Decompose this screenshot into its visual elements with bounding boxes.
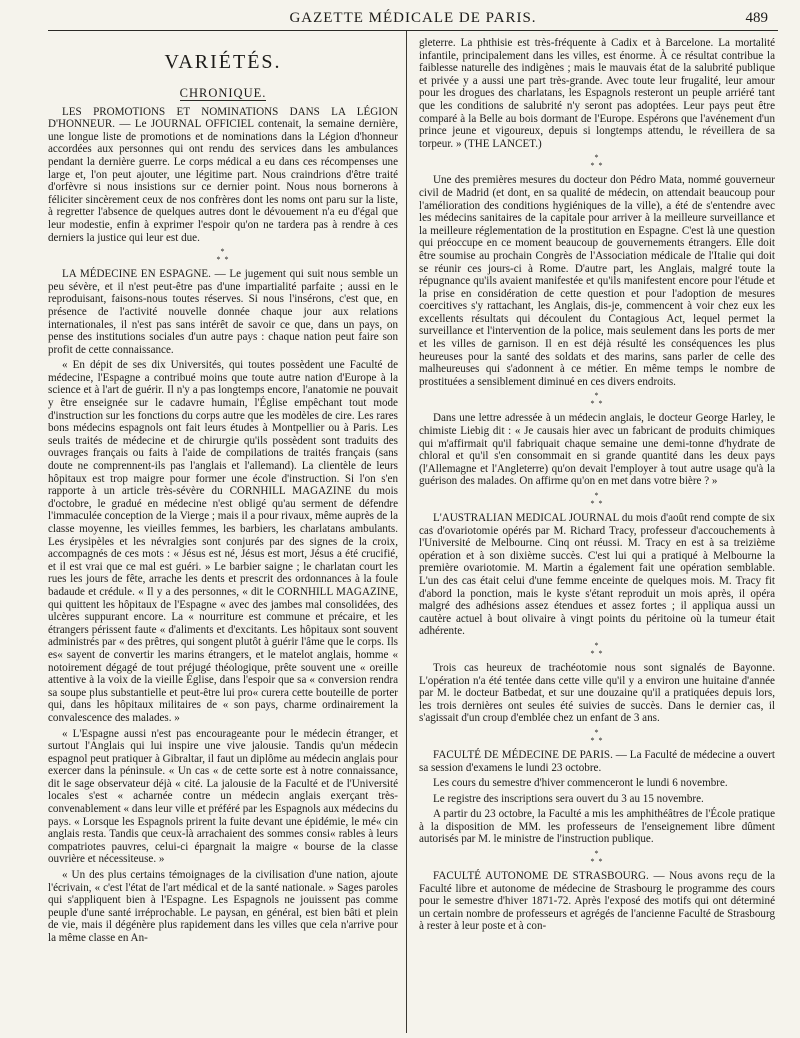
asterism-separator: * * * [216, 247, 230, 265]
section-title: VARIÉTÉS. [164, 51, 282, 73]
article-faculte-paris-amphitheatres: A partir du 23 octobre, la Faculté a mis les amphithéâtres de l'École pratique à la disposition de MM. les professeurs de l'enseignement libre dûment autorisés par M. le ministre de l'instruction publique. [419, 808, 775, 846]
columns [48, 31, 778, 1033]
article-ovariotomie-melbourne: L'AUSTRALIAN MEDICAL JOURNAL du mois d'août rend compte de six cas d'ovariotomie opérés par M. Richard Tracy, professeur d'accouchements à l'Université de Melbourne. Cinq ont réussi. M. Tracy en est à sa treizième opération et à son dixième succès. C'est lui qui a pratiqué à Melbourne la première ovariotomie. M. Martin a également fait une opération semblable. L'un des cas était celui d'une femme enceinte de quelques mois. M. Tracy fit d'abord la ponction, mais le kyste s'étant reproduit un mois après, il opéra malgré des adhésions assez étendues et assez fortes ; il appliqua aussi un cautère actuel à bout olivaire à vingt points du péritoine où la tumeur était adhérente. [419, 512, 775, 638]
right-column [419, 37, 775, 936]
article-medecine-espagne-quote-1: « En dépit de ses dix Universités, qui toutes possèdent une Faculté de médecine, l'Espagne a contribué moins que toute autre nation d'Europe à la science et à l'art de guérir. Il n'y a pas longtemps encore, l'anatomie ne pouvait y être enseignée sur le cadavre humain, l'Église empêchant tout mode d'instruction sur les fonctions du corps autre que les modèles de cire. Les rares bons médecins espagnols ont fait leurs études à Montpellier ou à Paris. Les seuls traités de médecine et de chirurgie qu'ils possèdent sont traduits des ouvrages français ou faits à l'aide de compilations de traités français (sans doute ne comprennent-ils pas l'anglais et l'allemand). La clientèle de leurs hôpitaux est trop maigre pour former une école d'instruction. Si l'on s'en rapporte à un article très-sévère du CORNHILL MAGAZINE du mois d'octobre, le gradué en médecine n'est obligé qu'au serment de défendre l'immaculée conception de la Vierge ; mais il a pour rivaux, même auprès de la classe moyenne, les vieilles femmes, les barbiers, les charlatans ambulants. Les érysipèles et les névralgies sont conjurés par des signes de la croix, accompagnés de ces mots : « Jésus est né, Jésus est mort, Jésus a été crucifié, et il est vrai que ce mal est guéri. » Le barbier saigne ; le charlatan court les rues les jours de fête, arrache les dents et prescrit des ordonnances à la foule badaude et crédule. « Il y a des personnes, « dit le CORNHILL MAGAZINE, qui quittent les hôpitaux de l'Espagne « avec des jambes mal consolidées, des ulcères suppurant encore. La « nourriture est commune et précaire, et les étrangers périssent faute « d'aliments et d'excitants. Les hôpitaux sont souvent administrés par « des prêtres, qui songent plutôt à guérir l'âme que le corps. Ils es« sayent de convertir les marins étrangers, et le matelot anglais, homme « notoirement dégagé de tout préjugé théologique, prête souvent une « oreille attentive à la voix de la vieille Église, dans l'espoir que sa « conversion rendra sa soupe plus substantielle et peut-être lui pro« curera cette bouteille de porter qui, dans les hôpitaux militaires de « son pays, charme ordinairement la convalescence des malades. » [48, 359, 398, 724]
asterism-separator: * * * [590, 491, 604, 508]
article-espagne-continued: gleterre. La phthisie est très-fréquente à Cadix et à Barcelone. La mortalité infantile, principalement dans les villes, est énorme. À ce résultat contribue la faiblesse naturelle des indigènes ; mais le mauvais état de la salubrité publique et privée y a aussi une part très-grande. Avec toute leur frugalité, leur amour pour les drogues des charlatans, les Espagnols resteront un peuple arriéré tant que les conditions de salubrité n'y seront pas adoptées. Leur pays peut être comparé à la Belle au bois dormant de l'Europe. Espérons que l'avénement d'un prince jeune et vigoureux, depuis si longtemps attendu, le réveillera de sa torpeur. » (THE LANCET.) [419, 37, 775, 150]
article-prostitution-madrid: Une des premières mesures du docteur don Pédro Mata, nommé gouverneur civil de Madrid (et dont, en sa qualité de médecin, on attendait beaucoup pour l'amélioration des conditions hygiéniques de la ville), a été de s'entendre avec les médecins sanitaires de la capitale pour arriver à la meilleure surveillance et la meilleure réglementation de la prostitution en Espagne. C'est là une question qui préoccupe en ce moment beaucoup de gouvernements étrangers. Elle doit être soumise au prochain Congrès de l'Association médicale de l'Italie qui doit se réunir ces jours-ci à Rome. D'autre part, les Anglais, malgré toute la répugnance qu'ils avaient manifestée et qu'ils manifestent encore pour l'étude et la prise en considération de cette question et pour l'adoption de mesures coercitives s'y rattachant, les Anglais, dis-je, commencent à voir chez eux les excellents résultats qui découlent du Contagious Act, lequel permet la surveillance et l'intervention de la police, mais seulement dans les ports de mer et les villes de garnison. Il en est déjà résulté les conséquences les plus heureuses pour la santé des soldats et des marins, sans parler de celle des malheureuses qui s'adonnent à ce métier. En même temps le nombre de prostituées a sensiblement diminué en ces divers endroits. [419, 174, 775, 388]
article-faculte-paris: FACULTÉ DE MÉDECINE DE PARIS. — La Faculté de médecine a ouvert sa session d'examens le lundi 23 octobre. [419, 748, 775, 774]
page-number: 489 [745, 10, 768, 26]
article-medecine-espagne: LA MÉDECINE EN ESPAGNE. — Le jugement qui suit nous semble un peu sévère, et il n'est peut-être pas d'une impartialité parfaite ; aussi en le reproduisant, faisons-nous toutes réserves. Si nous l'insérons, c'est que, en présence de l'activité nouvelle donnée chaque jour aux relations internationales, il n'est pas sans intérêt de savoir ce que, dans un pays, on pense des institutions sociales d'un autre pays : chaque nation peut faire son profit de cette connaissance. [48, 268, 398, 356]
article-medecine-espagne-quote-3: « Un des plus certains témoignages de la civilisation d'une nation, ajoute l'écrivain, « c'est l'état de l'art médical et de la santé nationale. » Sages paroles qui s'appliquent bien à l'Espagne. Les Espagnols ne jouissent pas comme peuple d'une santé irréprochable. Le paysan, en général, est bien bâti et plein de vie, mais il dégénère plus rapidement dans les villes que cela n'arrive pour la même classe en An- [48, 869, 398, 944]
article-faculte-paris-cours: Les cours du semestre d'hiver commenceront le lundi 6 novembre. [433, 777, 728, 790]
column-divider [406, 31, 407, 1033]
article-faculte-strasbourg: FACULTÉ AUTONOME DE STRASBOURG. — Nous avons reçu de la Faculté libre et autonome de médecine de Strasbourg le programme des cours pour le semestre d'hiver 1871-72. Après l'exposé des motifs qui ont déterminé un certain nombre de professeurs et agrégés de l'ancienne Faculté de Strasbourg à rester à leur poste et à con- [419, 870, 775, 933]
asterism-separator: * * * [590, 727, 604, 745]
asterism-separator: * * * [590, 391, 604, 409]
article-medecine-espagne-quote-2: « L'Espagne aussi n'est pas encourageante pour le médecin étranger, et surtout l'Anglais qui lui inspire une vive jalousie. Tandis qu'un médecin espagnol peut pratiquer à Gibraltar, il faut un diplôme au médecin anglais pour exercer dans la péninsule. « Un cas « de cette sorte est à notre connaissance, dit le sage observateur déjà « cité. La jalousie de la Faculté et de l'Université locales s'est « acharnée contre un médecin anglais exerçant très-convenablement « dans leur ville et préféré par les Espagnols aux médecins du pays. « Lorsque les Espagnols prirent la fuite devant une épidémie, le mé« cin anglais resta. Tandis que ceux-là arrachaient des sommes consi« rables à leurs compatriotes pauvres, celui-ci épargnait la maigre « bourse de la classe ouvrière et nécessiteuse. » [48, 727, 398, 866]
subsection-title-text: CHRONIQUE. [179, 86, 267, 100]
article-legion-honneur: LES PROMOTIONS ET NOMINATIONS DANS LA LÉGION D'HONNEUR. — Le JOURNAL OFFICIEL contenait, la semaine dernière, une longue liste de promotions et de nominations dans la Légion d'honneur accordées aux personnes qui ont rendu des services dans les ambulances pendant la dernière guerre. Le corps médical a eu dans ces récompenses une large et, l'on peut ajouter, une légitime part. Nous craindrions d'être traité d'orfèvre si nous insistions sur ce dernier point. Nous nous bornerons à féliciter sincèrement ceux de nos confrères dont les noms ont paru sur la liste, à regretter l'absence de quelques autres dont le dévouement n'a eu d'égal que leur modestie, enfin à exprimer l'espoir qu'on ne tardera pas à rendre à ces derniers la justice qui leur est due. [48, 105, 398, 244]
left-column [48, 37, 398, 948]
article-faculte-paris-registre: Le registre des inscriptions sera ouvert du 3 au 15 novembre. [433, 792, 704, 805]
journal-title: GAZETTE MÉDICALE DE PARIS. [289, 10, 537, 26]
asterism-separator: * * * [590, 153, 604, 171]
article-tracheotomie-bayonne: Trois cas heureux de trachéotomie nous sont signalés de Bayonne. L'opération n'a été tentée dans cette ville qu'il y a environ une huitaine d'année par M. le docteur Batbedat, et sur une douzaine qu'il a pratiquées depuis lors, les trois dernières ont seules été suivies de succès. Dans le dernier cas, il s'agissait d'un croup d'emblée chez un enfant de 3 ans. [419, 661, 775, 725]
article-liebig-chloral: Dans une lettre adressée à un médecin anglais, le docteur George Harley, le chimiste Liebig dit : « Je causais hier avec un fabricant de produits chimiques qui m'affirmait qu'il fabriquait chaque semaine une demi-tonne d'hydrate de chloral et qu'il s'en consommait en si grande quantité dans les deux pays (l'Allemagne et l'Angleterre) qu'on devait l'employer à tout autre usage qu'à la guérison des malades. On affirme qu'on en met dans votre bière ? » [419, 412, 775, 488]
page-header [48, 6, 778, 31]
asterism-separator: * * * [590, 849, 604, 867]
subsection-title [48, 87, 398, 100]
asterism-separator: * * * [590, 640, 604, 658]
